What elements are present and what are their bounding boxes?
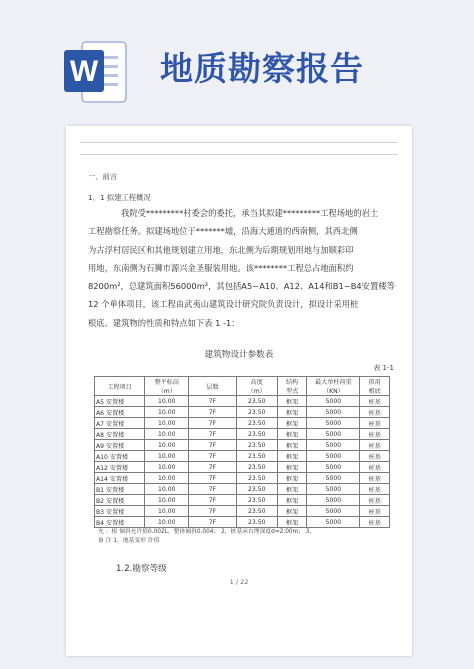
table-row [95,506,390,517]
cell-elevation: 10.00 [145,462,189,473]
cell-foundation: 桩基 [360,440,390,451]
cell-height: 23.50 [236,484,277,495]
table-row [95,495,390,506]
cell-load: 5000 [307,506,360,517]
heading-survey-grade: 1.2.勘察等级 [116,564,167,574]
paragraph-line: 8200m²，总建筑面积56000m²，其包括A5~A10、A12、A14和B1~B4安置楼等 [88,281,395,292]
cell-height: 23.50 [236,473,277,484]
table-row [95,407,390,418]
cell-structure: 框架 [277,440,307,451]
cell-floors: 7F [189,484,236,495]
cell-load: 5000 [307,407,360,418]
cell-floors: 7F [189,495,236,506]
paragraph-line: 工程勘察任务。拟建场地位于*******墟，沿海大通道的西南侧，其西北侧 [88,226,358,237]
column-header: 工程项目 [95,377,145,396]
cell-foundation: 桩基 [360,407,390,418]
cell-project: A10 安置楼 [95,451,145,462]
cell-foundation: 桩基 [360,462,390,473]
cell-load: 5000 [307,495,360,506]
overview-paragraph [88,204,398,332]
cell-elevation: 10.00 [145,506,189,517]
paragraph-line: 根底。建筑物的性质和特点如下表 1 -1： [88,317,240,328]
word-icon [62,36,128,106]
cell-foundation: 桩基 [360,418,390,429]
cell-structure: 框架 [277,418,307,429]
cell-load: 5000 [307,396,360,407]
cell-load: 5000 [307,462,360,473]
cell-height: 23.50 [236,517,277,528]
column-header: 高度 （m） [236,377,277,396]
paragraph-line: 为古浮村居民区和其他规划建立用地，东北侧为后期规划用地与加顺彩印 [88,244,354,255]
cell-floors: 7F [189,396,236,407]
table-header-row [95,377,390,396]
cell-structure: 框架 [277,429,307,440]
table-row [95,451,390,462]
page-top-rule [80,142,398,143]
cell-foundation: 桩基 [360,506,390,517]
column-header: 结构 型式 [277,377,307,396]
table-row [95,462,390,473]
cell-foundation: 桩基 [360,495,390,506]
cell-load: 5000 [307,440,360,451]
table-row [95,418,390,429]
table-row [95,484,390,495]
paragraph-line: 我院受*********村委会的委托，承当其拟建*********工程场地的岩土 [121,208,379,218]
cell-project: A6 安置楼 [95,407,145,418]
cell-height: 23.50 [236,495,277,506]
cell-height: 23.50 [236,407,277,418]
cell-elevation: 10.00 [145,407,189,418]
cell-structure: 框架 [277,506,307,517]
cell-load: 5000 [307,484,360,495]
cell-floors: 7F [189,462,236,473]
cell-load: 5000 [307,451,360,462]
cell-height: 23.50 [236,462,277,473]
cell-elevation: 10.00 [145,396,189,407]
paragraph-line: 用地，东南侧为石狮市源兴金圣服装用地。该********工程总占地面积约 [88,262,354,273]
cell-foundation: 桩基 [360,396,390,407]
cell-height: 23.50 [236,396,277,407]
heading-foreword: 一、前言 [88,172,118,181]
column-header: 拟用 根底 [360,377,390,396]
cell-load: 5000 [307,429,360,440]
cell-project: A7 安置楼 [95,418,145,429]
table-note-line-2: 备 注 1，地基变形 许值 [98,538,160,544]
document-banner [0,0,474,110]
cell-floors: 7F [189,418,236,429]
cell-floors: 7F [189,517,236,528]
table-row [95,396,390,407]
cell-load: 5000 [307,418,360,429]
cell-project: A5 安置楼 [95,396,145,407]
cell-elevation: 10.00 [145,451,189,462]
cell-elevation: 10.00 [145,440,189,451]
cell-floors: 7F [189,440,236,451]
cell-floors: 7F [189,506,236,517]
cell-floors: 7F [189,451,236,462]
cell-elevation: 10.00 [145,429,189,440]
cell-height: 23.50 [236,429,277,440]
cell-floors: 7F [189,473,236,484]
cell-project: B4 安置楼 [95,517,145,528]
cell-project: B1 安置楼 [95,484,145,495]
svg-text:W: W [69,55,99,88]
table-row [95,440,390,451]
cell-structure: 框架 [277,473,307,484]
cell-foundation: 桩基 [360,429,390,440]
column-header: 整平标高 （m） [145,377,189,396]
cell-project: A12 安置楼 [95,462,145,473]
cell-load: 5000 [307,473,360,484]
table-row [95,473,390,484]
cell-load: 5000 [307,517,360,528]
cell-elevation: 10.00 [145,473,189,484]
cell-foundation: 桩基 [360,517,390,528]
cell-structure: 框架 [277,451,307,462]
cell-elevation: 10.00 [145,517,189,528]
page-number: 1 / 22 [229,578,249,586]
cell-floors: 7F [189,407,236,418]
cell-elevation: 10.00 [145,484,189,495]
table-title: 建筑物设计参数表 [204,350,274,360]
cell-elevation: 10.00 [145,418,189,429]
document-page [66,126,412,656]
column-header: 层数 [189,377,236,396]
building-parameters-table [94,376,390,528]
cell-structure: 框架 [277,484,307,495]
paragraph-line: 12 个单体项目，该工程由武夷山建筑设计研究院负责设计，拟设计采用桩 [88,299,359,310]
cell-project: A14 安置楼 [95,473,145,484]
cell-project: B2 安置楼 [95,495,145,506]
cell-structure: 框架 [277,407,307,418]
table-number: 表 1-1 [373,364,394,372]
table-row [95,429,390,440]
cell-foundation: 桩基 [360,484,390,495]
column-header: 最大单柱荷重 （KN） [307,377,360,396]
cell-structure: 框架 [277,517,307,528]
cell-height: 23.50 [236,440,277,451]
cell-project: B3 安置楼 [95,506,145,517]
cell-structure: 框架 [277,396,307,407]
table-note-line-1: 允 ：根 倾斜允许值0.002L，整体倾斜0.004； 2，桩基承台埋深度d=2.00m； 3， [98,529,316,535]
cell-height: 23.50 [236,451,277,462]
cell-project: A9 安置楼 [95,440,145,451]
document-title: 地质勘察报告 [160,49,364,88]
page-top-rule-2 [80,154,398,155]
cell-floors: 7F [189,429,236,440]
cell-foundation: 桩基 [360,473,390,484]
cell-structure: 框架 [277,495,307,506]
cell-foundation: 桩基 [360,451,390,462]
heading-project-overview: 1．1 拟建工程概况 [88,193,151,202]
cell-structure: 框架 [277,462,307,473]
cell-height: 23.50 [236,418,277,429]
cell-elevation: 10.00 [145,495,189,506]
cell-project: A8 安置楼 [95,429,145,440]
cell-height: 23.50 [236,506,277,517]
